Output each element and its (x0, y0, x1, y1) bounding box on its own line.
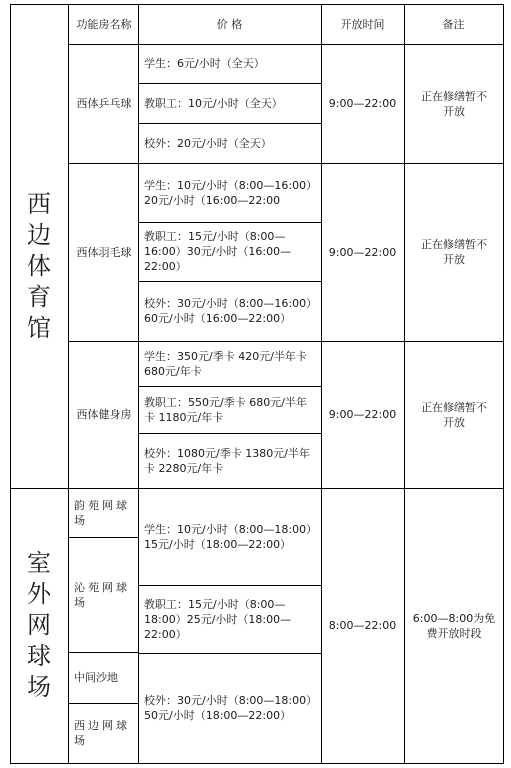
price-fitness-staff: 教职工：550元/季卡 680元/半年卡 1180元/年卡 (144, 395, 307, 424)
price-badminton-student: 学生：10元/小时（8:00—16:00）20元/小时（16:00—22:00 (144, 178, 312, 207)
price-fitness-external: 校外：1080元/季卡 1380元/半年卡 2280元/年卡 (144, 446, 310, 475)
header-notes: 备注 (442, 17, 465, 31)
price-badminton-external: 校外：30元/小时（8:00—16:00）60元/小时（16:00—22:00） (144, 297, 312, 325)
room-fitness: 西体健身房 (76, 408, 132, 421)
price-pingpong-student: 学生：6元/小时（全天） (144, 57, 265, 70)
notes-fitness: 正在修缮暂不开放 (421, 400, 487, 429)
notes-badminton: 正在修缮暂不开放 (421, 238, 487, 266)
header-room: 功能房名称 (76, 17, 132, 31)
hours-badminton: 9:00—22:00 (328, 245, 397, 259)
price-tennis-student: 学生：10元/小时（8:00—18:00）15元/小时（18:00—22:00） (144, 522, 312, 551)
price-pingpong-staff: 教职工：10元/小时（全天） (144, 96, 283, 110)
notes-tennis: 6:00—8:00为免费开放时段 (412, 611, 496, 640)
hours-pingpong: 9:00—22:00 (328, 97, 397, 110)
price-badminton-staff: 教职工：15元/小时（8:00—16:00）30元/小时（16:00—22:00） (144, 230, 292, 273)
room-pingpong: 西体乒乓球 (76, 97, 132, 110)
price-tennis-staff: 教职工：15元/小时（8:00—18:00）25元/小时（18:00—22:00） (144, 597, 292, 641)
price-pingpong-external: 校外：20元/小时（全天） (144, 136, 272, 150)
room-tennis-west: 西边网球场 (74, 719, 130, 747)
header-price: 价 格 (216, 17, 243, 31)
price-fitness-student: 学生：350元/季卡 420元/半年卡 680元/年卡 (144, 349, 307, 378)
room-badminton: 西体羽毛球 (76, 245, 132, 259)
room-middle-sand: 中间沙地 (74, 671, 118, 684)
room-tennis-yunyuan: 韵苑网球场 (74, 498, 130, 527)
room-tennis-qinyuan: 沁苑网球场 (74, 580, 130, 609)
price-tennis-external: 校外：30元/小时（8:00—18:00）50元/小时（18:00—22:00） (144, 694, 312, 722)
venue-outdoor-tennis: 室 外 网 球 场 (27, 549, 51, 701)
notes-pingpong: 正在修缮暂不开放 (421, 89, 487, 118)
header-hours: 开放时间 (340, 17, 385, 31)
venue-west-gym: 西 边 体 育 馆 (27, 189, 51, 342)
hours-tennis: 8:00—22:00 (328, 619, 397, 632)
hours-fitness: 9:00—22:00 (328, 408, 397, 421)
